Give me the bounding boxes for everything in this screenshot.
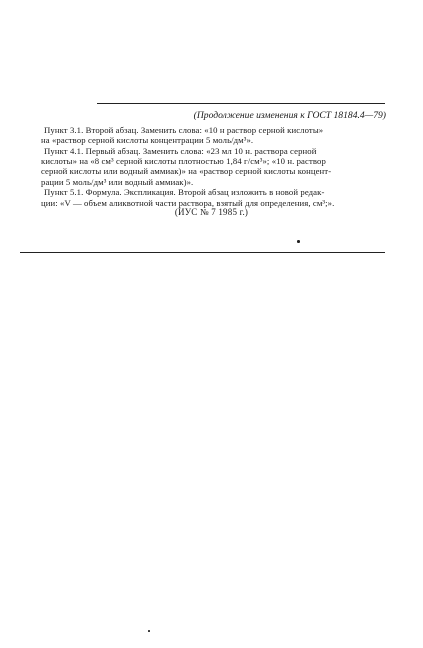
text-line: Пункт 3.1. Второй абзац. Заменить слова: «10 н раствор серной кислоты»: [44, 125, 324, 135]
source-reference: (ИУС № 7 1985 г.): [174, 207, 249, 217]
text-line: ции: «V — объем аликвотной части раствора, взятый для определения, см³;».: [41, 197, 335, 208]
text-line: кислоты» на «8 см³ серной кислоты плотностью 1,84 г/см³»; «10 н. раствор: [41, 156, 326, 167]
ink-speck: [148, 630, 150, 632]
paragraph-5-1: [41, 187, 388, 208]
bottom-rule: [20, 252, 385, 253]
amendment-text: [41, 125, 388, 208]
text-line: рации 5 моль/дм³ или водный аммиак)».: [41, 176, 194, 187]
paragraph-4-1: [41, 146, 388, 187]
text-line: Пункт 5.1. Формула. Экспликация. Второй абзац изложить в новой редак-: [44, 187, 325, 198]
paragraph-3-1: [41, 125, 388, 146]
text-line: Пункт 4.1. Первый абзац. Заменить слова: «23 мл 10 н. раствора серной: [44, 146, 317, 156]
ink-speck: [297, 240, 300, 243]
continuation-note: (Продолжение изменения к ГОСТ 18184.4—79): [193, 110, 386, 121]
text-line: на «раствор серной кислоты концентрации 5 моль/дм³».: [41, 135, 254, 146]
top-rule: [97, 103, 385, 104]
text-line: серной кислоты или водный аммиак)» на «раствор серной кислоты концент-: [41, 166, 332, 177]
